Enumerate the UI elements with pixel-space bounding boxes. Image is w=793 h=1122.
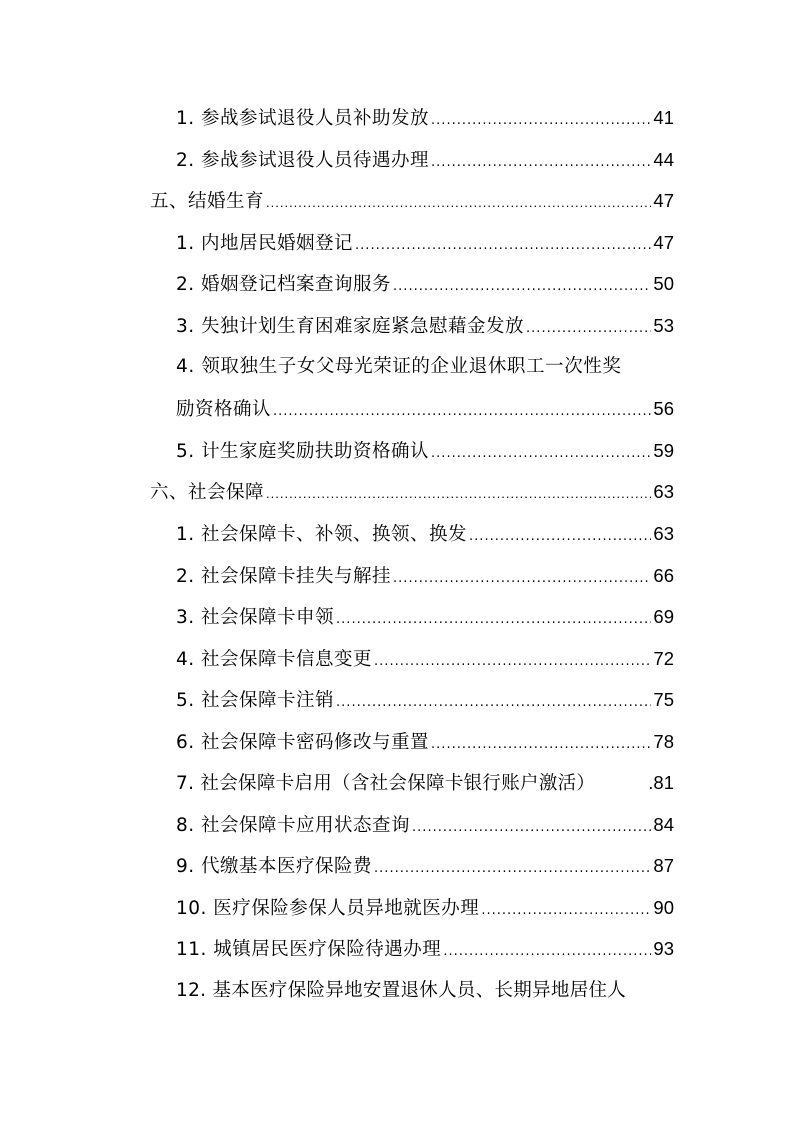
toc-entry[interactable] [176,231,674,258]
toc-page-number: 56 [653,398,674,419]
toc-entry[interactable] [176,937,674,964]
toc-page-number: 63 [653,481,674,502]
toc-entry[interactable] [176,605,674,632]
toc-entry-label: 10. 医疗保险参保人员异地就医办理 [176,898,480,919]
toc-entry-label: 4. 社会保障卡信息变更 [176,649,373,670]
toc-page-number: 78 [653,731,674,752]
toc-entry-label: 1. 参战参试退役人员补助发放 [176,108,430,129]
toc-entry-wrapped-line[interactable]: 4. 领取独生子女父母光荣证的企业退休职工一次性奖 [176,356,622,377]
toc-entry[interactable] [176,896,674,923]
toc-entry-label: 5. 社会保障卡注销 [176,690,335,711]
toc-entry-label: 9. 代缴基本医疗保险费 [176,856,373,877]
toc-entry-label: 7. 社会保障卡启用（含社会保障卡银行账户激活） [176,773,596,794]
toc-page-number: 47 [653,190,674,211]
toc-page-number: 93 [653,938,674,959]
toc-entry[interactable] [176,854,674,881]
toc-entry[interactable] [176,106,674,133]
dot-leader [273,400,651,424]
dot-leader [374,650,651,674]
toc-entry[interactable] [176,439,674,466]
toc-page-number: 87 [653,855,674,876]
dot-leader [412,816,651,840]
toc-entry[interactable] [176,730,674,757]
toc-entry[interactable] [176,272,674,299]
dot-leader [481,899,651,923]
toc-section-heading[interactable] [150,189,674,215]
dot-leader [374,857,651,881]
toc-page-number: 41 [653,107,674,128]
toc-entry-label: 2. 社会保障卡挂失与解挂 [176,566,392,587]
dot-leader [266,191,651,215]
dot-leader [431,109,651,133]
toc-page-number: 84 [653,814,674,835]
toc-entry-label: 5. 计生家庭奖励扶助资格确认 [176,441,430,462]
toc-entry-label: 8. 社会保障卡应用状态查询 [176,815,411,836]
dot-leader [431,442,651,466]
dot-leader [469,525,651,549]
dot-leader [393,567,651,591]
toc-page-number: 66 [653,565,674,586]
toc-entry-label: 6. 社会保障卡密码修改与重置 [176,732,430,753]
toc-section-heading[interactable] [150,480,674,506]
toc-entry-label: 3. 社会保障卡申领 [176,607,335,628]
toc-page-number: 44 [653,149,674,170]
dot-leader [266,482,651,506]
toc-section-label: 六、社会保障 [150,481,265,502]
toc-page-number: 72 [653,648,674,669]
toc-entry[interactable] [176,813,674,840]
toc-page-number: 69 [653,606,674,627]
toc-entry[interactable] [176,564,674,591]
toc-page-number: 47 [653,232,674,253]
toc-page-number: 75 [653,689,674,710]
dot-leader [336,691,651,715]
dot-leader [526,317,651,341]
toc-entry-wrapped-line[interactable]: 12. 基本医疗保险异地安置退休人员、长期异地居住人 [176,980,627,1001]
toc-entry[interactable] [176,688,674,715]
toc-page-number: .81 [648,772,674,793]
toc-page-number: 90 [653,897,674,918]
toc-entry-label: 1. 内地居民婚姻登记 [176,233,354,254]
toc-section-label: 五、结婚生育 [150,190,265,211]
toc-entry[interactable] [176,522,674,549]
dot-leader [336,608,651,632]
dot-leader [431,733,651,757]
toc-entry-label: 1. 社会保障卡、补领、换领、换发 [176,524,468,545]
toc-entry[interactable] [176,314,674,341]
toc-entry[interactable] [176,148,674,175]
toc-entry[interactable] [176,771,674,796]
toc-entry-label: 励资格确认 [176,399,272,420]
dot-leader [443,940,651,964]
toc-entry[interactable] [176,647,674,674]
toc-entry[interactable] [176,397,674,424]
toc-entry-label: 3. 失独计划生育困难家庭紧急慰藉金发放 [176,316,525,337]
toc-page-number: 50 [653,273,674,294]
dot-leader [355,234,651,258]
dot-leader [431,151,651,175]
toc-entry-label: 11. 城镇居民医疗保险待遇办理 [176,939,442,960]
toc-page-number: 53 [653,315,674,336]
dot-leader [393,275,651,299]
toc-page-number: 63 [653,523,674,544]
toc-entry-label: 2. 婚姻登记档案查询服务 [176,274,392,295]
toc-page-number: 59 [653,440,674,461]
toc-entry-label: 2. 参战参试退役人员待遇办理 [176,150,430,171]
